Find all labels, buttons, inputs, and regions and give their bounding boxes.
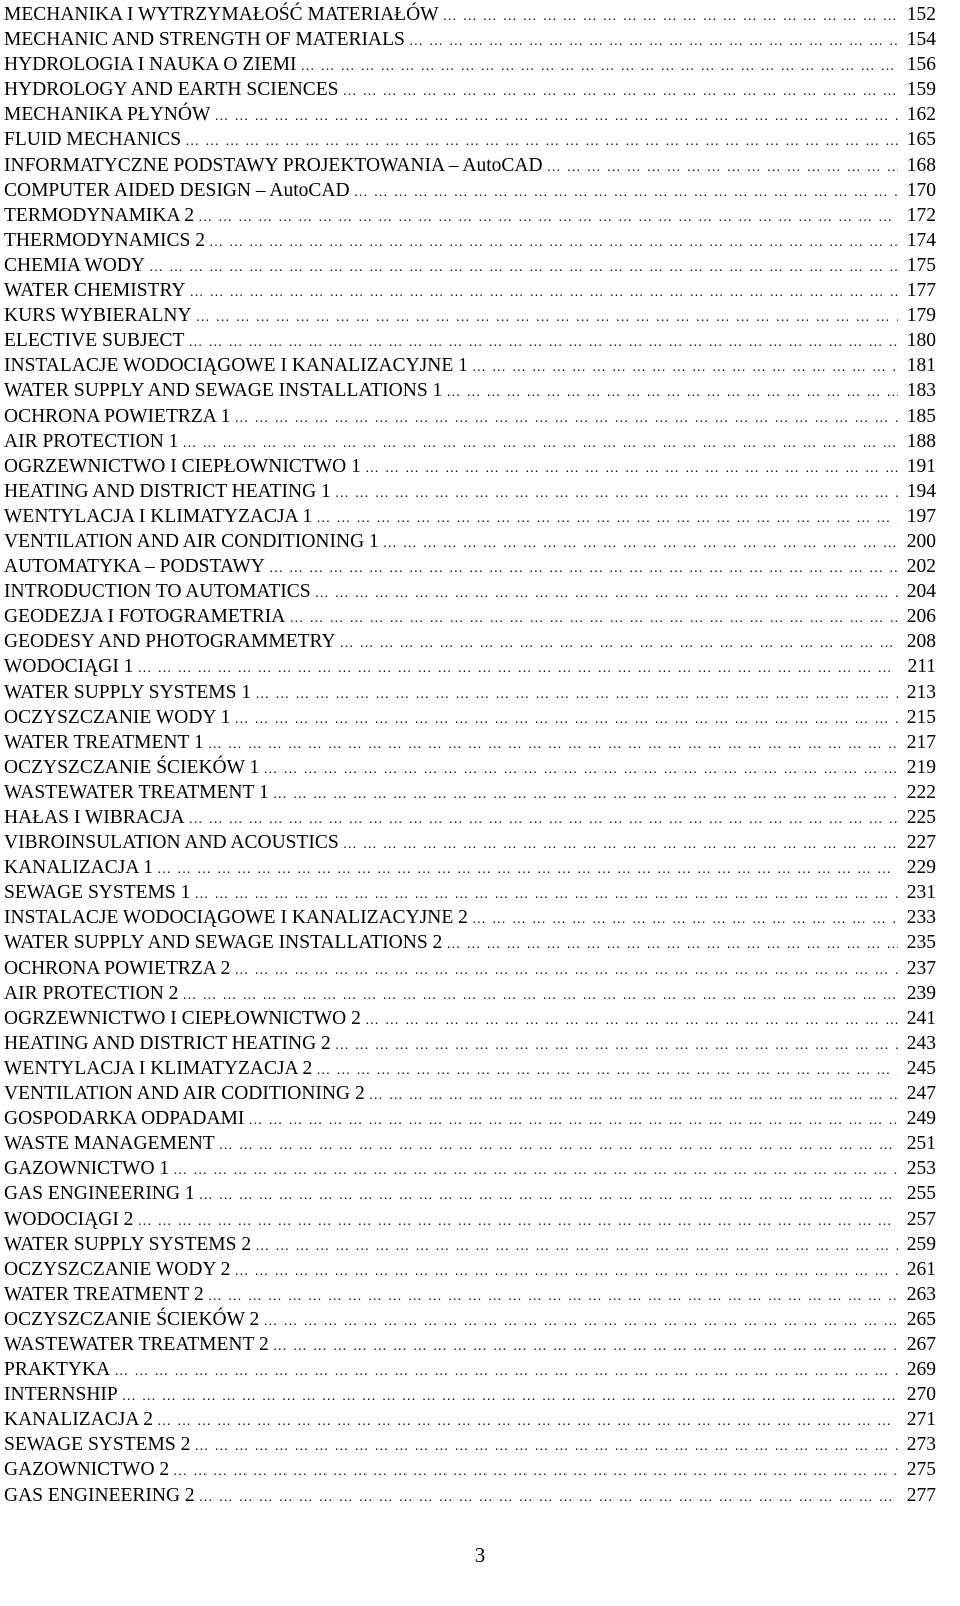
toc-entry-title: GEODESY AND PHOTOGRAMMETRY: [4, 631, 336, 653]
toc-entry-title: AUTOMATYKA – PODSTAWY: [4, 556, 265, 578]
toc-entry-page-number: 231: [906, 882, 936, 904]
toc-dot-leader: [208, 732, 898, 755]
toc-dot-leader: [194, 1434, 898, 1457]
toc-dot-leader: [315, 581, 898, 604]
toc-dot-leader: [173, 1459, 898, 1482]
toc-entry-page-number: 225: [906, 807, 936, 828]
toc-entry: [4, 1457, 936, 1482]
toc-dot-leader: [149, 255, 898, 278]
toc-entry-page-number: 181: [906, 355, 936, 377]
toc-entry: [4, 429, 936, 454]
toc-entry-page-number: 174: [906, 229, 936, 251]
toc-dot-leader: [173, 1158, 898, 1181]
toc-dot-leader: [219, 1133, 898, 1156]
toc-entry: [4, 1156, 936, 1181]
toc-dot-leader: [234, 406, 898, 429]
toc-entry-page-number: 229: [906, 857, 936, 879]
toc-entry: [4, 1081, 936, 1106]
toc-entry-title: OCZYSZCZANIE ŚCIEKÓW 2: [4, 1308, 260, 1330]
toc-dot-leader: [300, 54, 898, 77]
toc-entry-page-number: 197: [906, 505, 936, 527]
toc-entry-page-number: 206: [906, 606, 936, 628]
toc-entry-title: GOSPODARKA ODPADAMI: [4, 1108, 245, 1130]
toc-dot-leader: [472, 907, 898, 930]
toc-entry: [4, 178, 936, 203]
toc-entry-page-number: 277: [906, 1484, 936, 1506]
toc-entry-title: MECHANIKA I WYTRZYMAŁOŚĆ MATERIAŁÓW: [4, 4, 439, 25]
toc-entry-title: OCHRONA POWIETRZA 2: [4, 957, 231, 979]
toc-entry-title: GAS ENGINEERING 2: [4, 1484, 195, 1506]
toc-entry-page-number: 213: [906, 681, 936, 703]
toc-entry-title: INTRODUCTION TO AUTOMATICS: [4, 581, 311, 603]
toc-entry-page-number: 165: [906, 129, 936, 151]
toc-entry: [4, 102, 936, 127]
toc-entry: [4, 479, 936, 504]
toc-entry: [4, 253, 936, 278]
toc-dot-leader: [198, 205, 898, 228]
toc-entry-title: WATER SUPPLY AND SEWAGE INSTALLATIONS 2: [4, 932, 443, 954]
toc-entry-title: OCZYSZCZANIE WODY 2: [4, 1258, 231, 1280]
toc-entry: [4, 1257, 936, 1282]
toc-entry-title: COMPUTER AIDED DESIGN – AutoCAD: [4, 179, 350, 201]
toc-dot-leader: [365, 456, 898, 479]
toc-entry: [4, 930, 936, 955]
toc-dot-leader: [188, 330, 898, 353]
toc-dot-leader: [273, 782, 898, 805]
toc-dot-leader: [446, 380, 898, 403]
toc-dot-leader: [409, 29, 898, 52]
toc-entry-page-number: 271: [906, 1409, 936, 1431]
toc-entry-title: WASTE MANAGEMENT: [4, 1133, 215, 1155]
toc-dot-leader: [316, 506, 898, 529]
toc-entry-page-number: 222: [906, 781, 936, 803]
toc-dot-leader: [443, 4, 898, 27]
toc-entry-title: OGRZEWNICTWO I CIEPŁOWNICTWO 2: [4, 1007, 361, 1029]
toc-entry: [4, 1106, 936, 1131]
toc-entry: [4, 303, 936, 328]
toc-entry: [4, 52, 936, 77]
toc-entry-page-number: 241: [906, 1007, 936, 1029]
toc-entry-page-number: 215: [906, 706, 936, 728]
toc-dot-leader: [383, 531, 898, 554]
toc-entry-page-number: 233: [906, 907, 936, 929]
toc-dot-leader: [208, 1284, 898, 1307]
toc-entry-page-number: 194: [906, 480, 936, 502]
toc-entry: [4, 328, 936, 353]
toc-dot-leader: [547, 155, 898, 178]
toc-dot-leader: [255, 1234, 898, 1257]
toc-entry: [4, 579, 936, 604]
toc-entry: [4, 629, 936, 654]
toc-dot-leader: [157, 857, 898, 880]
toc-entry-page-number: 263: [906, 1283, 936, 1305]
toc-entry-page-number: 179: [906, 305, 936, 327]
toc-dot-leader: [199, 1183, 898, 1206]
toc-entry-title: WASTEWATER TREATMENT 2: [4, 1333, 269, 1355]
toc-dot-leader: [365, 1008, 898, 1031]
toc-dot-leader: [185, 129, 898, 152]
toc-dot-leader: [234, 1259, 898, 1282]
toc-entry-title: WENTYLACJA I KLIMATYZACJA 1: [4, 505, 313, 527]
toc-dot-leader: [209, 230, 898, 253]
toc-entry: [4, 780, 936, 805]
toc-entry-title: CHEMIA WODY: [4, 254, 146, 276]
toc-entry-page-number: 208: [906, 631, 936, 653]
toc-entry-title: WATER SUPPLY AND SEWAGE INSTALLATIONS 1: [4, 380, 443, 402]
toc-entry-page-number: 168: [906, 154, 936, 176]
toc-entry-title: OGRZEWNICTWO I CIEPŁOWNICTWO 1: [4, 455, 361, 477]
toc-entry-title: KANALIZACJA 1: [4, 857, 153, 879]
toc-entry-title: MECHANIC AND STRENGTH OF MATERIALS: [4, 29, 405, 51]
toc-dot-leader: [289, 606, 898, 629]
toc-entry: [4, 604, 936, 629]
toc-entry-title: OCZYSZCZANIE WODY 1: [4, 706, 231, 728]
toc-entry: [4, 127, 936, 152]
toc-entry: [4, 1056, 936, 1081]
toc-entry-title: INFORMATYCZNE PODSTAWY PROJEKTOWANIA – AutoCAD: [4, 154, 543, 176]
toc-entry-title: HYDROLOGY AND EARTH SCIENCES: [4, 79, 339, 101]
toc-entry-page-number: 269: [906, 1359, 936, 1381]
toc-entry-page-number: 261: [906, 1258, 936, 1280]
toc-entry-title: OCHRONA POWIETRZA 1: [4, 405, 231, 427]
toc-entry: [4, 153, 936, 178]
toc-entry-page-number: 247: [906, 1083, 936, 1105]
toc-entry: [4, 705, 936, 730]
toc-entry: [4, 1432, 936, 1457]
toc-entry: [4, 1332, 936, 1357]
toc-entry: [4, 504, 936, 529]
toc-entry-title: WATER TREATMENT 2: [4, 1283, 204, 1305]
toc-entry: [4, 1483, 936, 1508]
toc-entry-page-number: 152: [906, 4, 936, 25]
toc-entry-page-number: 211: [907, 656, 936, 678]
toc-dot-leader: [369, 1083, 898, 1106]
toc-entry-page-number: 183: [906, 380, 936, 402]
toc-entry-page-number: 154: [906, 29, 936, 51]
toc-entry-page-number: 202: [906, 556, 936, 578]
toc-entry-title: HAŁAS I WIBRACJA: [4, 807, 185, 828]
toc-dot-leader: [273, 1334, 898, 1357]
toc-entry: [4, 404, 936, 429]
toc-entry-title: VENTILATION AND AIR CONDITIONING 1: [4, 530, 379, 552]
page-number: 3: [474, 1543, 486, 1567]
toc-entry-title: GEODEZJA I FOTOGRAMETRIA: [4, 606, 286, 628]
toc-entry: [4, 830, 936, 855]
toc-entry: [4, 1207, 936, 1232]
toc-entry: [4, 1382, 936, 1407]
toc-dot-leader: [114, 1359, 898, 1382]
toc-entry-title: KANALIZACJA 2: [4, 1409, 153, 1431]
toc-entry-title: WODOCIĄGI 2: [4, 1208, 134, 1230]
toc-entry: [4, 77, 936, 102]
toc-entry-page-number: 267: [906, 1333, 936, 1355]
toc-dot-leader: [343, 832, 898, 855]
toc-dot-leader: [248, 1108, 898, 1131]
toc-entry-title: INSTALACJE WODOCIĄGOWE I KANALIZACYJNE 2: [4, 907, 468, 929]
toc-entry-page-number: 270: [906, 1384, 936, 1406]
toc-entry-title: PRAKTYKA: [4, 1359, 111, 1381]
toc-entry-page-number: 162: [906, 104, 936, 126]
toc-entry-title: AIR PROTECTION 2: [4, 982, 179, 1004]
toc-entry-page-number: 177: [906, 280, 936, 302]
toc-entry-page-number: 185: [906, 405, 936, 427]
toc-dot-leader: [214, 104, 898, 127]
toc-entry-title: HYDROLOGIA I NAUKA O ZIEMI: [4, 54, 297, 76]
toc-entry-title: WASTEWATER TREATMENT 1: [4, 781, 269, 803]
toc-dot-leader: [137, 1209, 898, 1232]
toc-entry-title: WENTYLACJA I KLIMATYZACJA 2: [4, 1057, 313, 1079]
toc-entry-page-number: 156: [906, 54, 936, 76]
toc-entry-page-number: 237: [906, 957, 936, 979]
toc-dot-leader: [316, 1058, 898, 1081]
toc-entry: [4, 1006, 936, 1031]
toc-entry: [4, 378, 936, 403]
toc-entry-page-number: 159: [906, 79, 936, 101]
toc-entry-title: WATER SUPPLY SYSTEMS 2: [4, 1233, 252, 1255]
toc-dot-leader: [343, 79, 899, 102]
toc-entry-title: OCZYSZCZANIE ŚCIEKÓW 1: [4, 756, 260, 778]
toc-entry-title: AIR PROTECTION 1: [4, 430, 179, 452]
toc-dot-leader: [189, 807, 898, 830]
toc-entry-title: WATER TREATMENT 1: [4, 731, 204, 753]
toc-entry: [4, 27, 936, 52]
toc-dot-leader: [182, 431, 898, 454]
toc-entry-title: WATER SUPPLY SYSTEMS 1: [4, 681, 252, 703]
toc-entry-page-number: 243: [906, 1032, 936, 1054]
toc-entry-title: HEATING AND DISTRICT HEATING 2: [4, 1032, 331, 1054]
toc-entry-page-number: 253: [906, 1158, 936, 1180]
toc-entry-title: WATER CHEMISTRY: [4, 280, 186, 302]
toc-entry: [4, 654, 936, 679]
toc-dot-leader: [199, 1485, 898, 1508]
toc-entry-title: INSTALACJE WODOCIĄGOWE I KANALIZACYJNE 1: [4, 355, 468, 377]
toc-entry-page-number: 239: [906, 982, 936, 1004]
toc-entry-title: MECHANIKA PŁYNÓW: [4, 104, 211, 126]
toc-entry-title: GAZOWNICTWO 1: [4, 1158, 170, 1180]
toc-entry-page-number: 175: [906, 254, 936, 276]
toc-entry-page-number: 265: [906, 1308, 936, 1330]
toc-dot-leader: [157, 1409, 898, 1432]
toc-entry-page-number: 249: [906, 1108, 936, 1130]
toc-dot-leader: [446, 932, 898, 955]
toc-dot-leader: [182, 983, 898, 1006]
toc-entry-page-number: 257: [906, 1208, 936, 1230]
toc-entry: [4, 203, 936, 228]
toc-entry: [4, 353, 936, 378]
toc-entry-page-number: 235: [906, 932, 936, 954]
toc-entry: [4, 905, 936, 930]
toc-entry-page-number: 191: [906, 455, 936, 477]
toc-entry-title: VENTILATION AND AIR CODITIONING 2: [4, 1083, 365, 1105]
table-of-contents: [4, 2, 936, 1508]
toc-entry-title: ELECTIVE SUBJECT: [4, 330, 185, 352]
toc-dot-leader: [234, 958, 898, 981]
toc-entry-page-number: 245: [906, 1057, 936, 1079]
toc-entry-title: WODOCIĄGI 1: [4, 656, 134, 678]
toc-entry-title: SEWAGE SYSTEMS 1: [4, 882, 191, 904]
toc-dot-leader: [263, 1309, 898, 1332]
toc-entry: [4, 278, 936, 303]
toc-entry-title: GAS ENGINEERING 1: [4, 1183, 195, 1205]
toc-entry-title: KURS WYBIERALNY: [4, 305, 192, 327]
toc-dot-leader: [122, 1384, 898, 1407]
toc-entry-title: SEWAGE SYSTEMS 2: [4, 1434, 191, 1456]
toc-entry-page-number: 217: [906, 731, 936, 753]
toc-entry: [4, 454, 936, 479]
toc-entry-page-number: 180: [906, 330, 936, 352]
toc-entry-page-number: 273: [906, 1434, 936, 1456]
toc-dot-leader: [234, 707, 898, 730]
toc-entry-title: HEATING AND DISTRICT HEATING 1: [4, 480, 331, 502]
toc-entry: [4, 554, 936, 579]
toc-entry: [4, 880, 936, 905]
toc-entry: [4, 755, 936, 780]
toc-entry: [4, 2, 936, 27]
toc-dot-leader: [255, 682, 898, 705]
toc-entry-page-number: 204: [906, 581, 936, 603]
toc-entry: [4, 680, 936, 705]
toc-entry: [4, 228, 936, 253]
toc-entry-title: VIBROINSULATION AND ACOUSTICS: [4, 832, 339, 854]
toc-dot-leader: [269, 556, 898, 579]
toc-entry: [4, 529, 936, 554]
toc-entry: [4, 1031, 936, 1056]
toc-entry: [4, 956, 936, 981]
toc-entry-title: FLUID MECHANICS: [4, 129, 182, 151]
toc-dot-leader: [194, 882, 898, 905]
toc-entry-title: TERMODYNAMIKA 2: [4, 204, 195, 226]
toc-entry: [4, 1181, 936, 1206]
toc-entry: [4, 855, 936, 880]
toc-entry: [4, 1307, 936, 1332]
toc-entry: [4, 1131, 936, 1156]
toc-dot-leader: [137, 656, 898, 679]
toc-entry: [4, 1282, 936, 1307]
toc-entry-page-number: 200: [906, 530, 936, 552]
toc-dot-leader: [335, 1033, 898, 1056]
toc-dot-leader: [189, 280, 898, 303]
toc-entry-page-number: 275: [906, 1459, 936, 1481]
toc-entry-page-number: 259: [906, 1233, 936, 1255]
toc-entry-page-number: 172: [906, 204, 936, 226]
toc-entry-title: THERMODYNAMICS 2: [4, 229, 205, 251]
toc-entry: [4, 1232, 936, 1257]
toc-dot-leader: [263, 757, 898, 780]
toc-entry-page-number: 251: [906, 1133, 936, 1155]
toc-entry: [4, 1407, 936, 1432]
toc-dot-leader: [340, 631, 898, 654]
toc-entry-page-number: 170: [906, 179, 936, 201]
toc-dot-leader: [472, 355, 898, 378]
toc-entry: [4, 730, 936, 755]
toc-entry-page-number: 255: [906, 1183, 936, 1205]
toc-dot-leader: [354, 180, 898, 203]
toc-entry-page-number: 188: [906, 430, 936, 452]
toc-entry: [4, 1357, 936, 1382]
toc-entry-title: INTERNSHIP: [4, 1384, 118, 1406]
toc-entry-page-number: 227: [906, 832, 936, 854]
toc-dot-leader: [196, 305, 898, 328]
toc-entry-title: GAZOWNICTWO 2: [4, 1459, 170, 1481]
toc-entry-page-number: 219: [906, 756, 936, 778]
toc-entry: [4, 981, 936, 1006]
toc-dot-leader: [335, 481, 898, 504]
toc-entry: [4, 805, 936, 830]
